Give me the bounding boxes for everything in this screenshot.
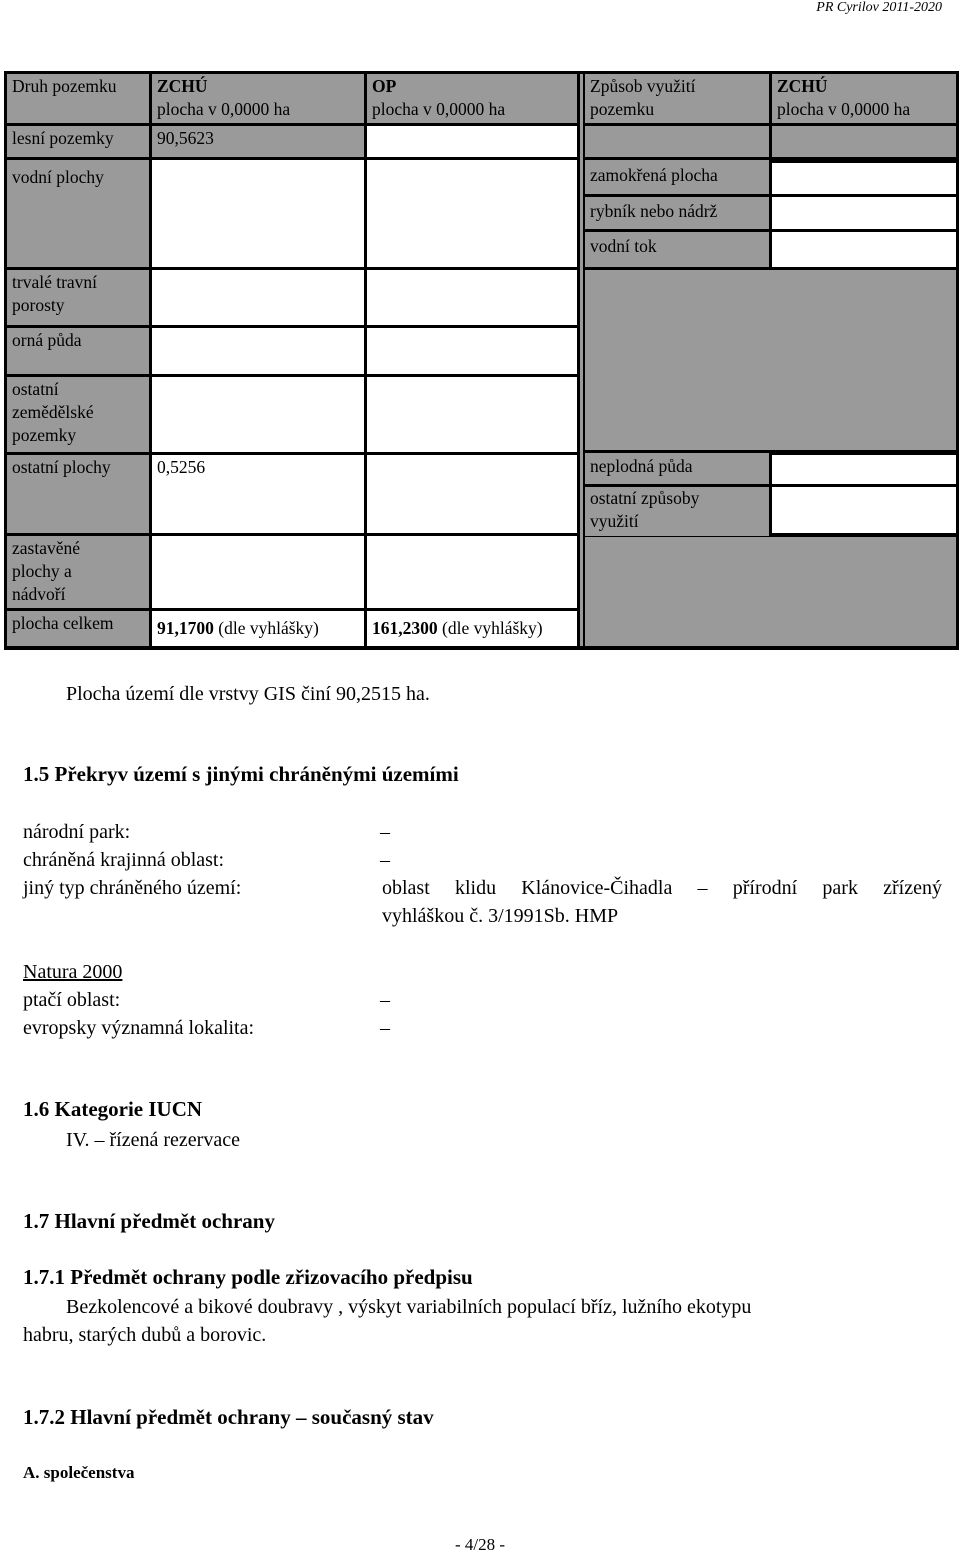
- ptaci-value: –: [380, 989, 390, 1011]
- jiny-typ-label: jiný typ chráněného území:: [23, 877, 242, 899]
- usage-grey-block-1: [585, 270, 956, 450]
- protection-text-line2: habru, starých dubů a borovic.: [23, 1324, 267, 1346]
- zchu-celkem: 91,1700 (dle vyhlášky): [152, 611, 364, 646]
- op-ostatni-zem: [367, 377, 577, 452]
- chko-label: chráněná krajinná oblast:: [23, 849, 225, 871]
- op-vodni: [367, 160, 577, 267]
- op-orna: [367, 328, 577, 374]
- zchu2-neplodna: [772, 455, 956, 484]
- jiny-typ-line1: oblast klidu Klánovice-Čihadla – přírodní park zřízený: [382, 877, 942, 899]
- section-1-7-title: 1.7 Hlavní předmět ochrany: [23, 1209, 275, 1233]
- subsection-a: A. společenstva: [23, 1463, 135, 1482]
- evl-value: –: [380, 1017, 390, 1039]
- col-header-op: OP plocha v 0,0000 ha: [367, 74, 577, 123]
- zchu-ostatni-zem: [152, 377, 364, 452]
- zchu2-empty-top: [772, 126, 956, 157]
- usage-ostatni-zpusoby: ostatní způsoby využití: [585, 487, 769, 536]
- page-number: - 4/28 -: [454, 1535, 506, 1554]
- row-label-lesni: lesní pozemky: [7, 126, 149, 157]
- evl-label: evropsky významná lokalita:: [23, 1017, 255, 1039]
- narodni-park-value: –: [380, 821, 390, 843]
- protection-text-line1: Bezkolencové a bikové doubravy , výskyt variabilních populací bříz, lužního ekotypu: [66, 1296, 752, 1318]
- col-header-zpusob: Způsob využití pozemku: [585, 74, 769, 123]
- col-header-zchu: ZCHÚ plocha v 0,0000 ha: [152, 74, 364, 123]
- zchu-travni: [152, 270, 364, 325]
- section-1-7-1-title: 1.7.1 Předmět ochrany podle zřizovacího předpisu: [23, 1265, 473, 1289]
- usage-zamokrena: zamokřená plocha: [585, 160, 769, 194]
- op-celkem: 161,2300 (dle vyhlášky): [367, 611, 577, 646]
- section-1-6-title: 1.6 Kategorie IUCN: [23, 1097, 203, 1121]
- zchu-ostatni-plochy: 0,5256: [152, 455, 364, 533]
- zchu2-vodni-tok: [772, 232, 956, 267]
- usage-vodni-tok: vodní tok: [585, 232, 769, 267]
- row-label-vodni: vodní plochy: [7, 160, 149, 267]
- natura-heading: Natura 2000: [23, 961, 123, 983]
- section-1-7-2-title: 1.7.2 Hlavní předmět ochrany – současný stav: [23, 1405, 434, 1429]
- zchu2-rybnik: [772, 197, 956, 229]
- zchu-orna: [152, 328, 364, 374]
- section-1-5-title: 1.5 Překryv území s jinými chráněnými územími: [23, 762, 459, 786]
- usage-rybnik: rybník nebo nádrž: [585, 197, 769, 229]
- op-lesni: [367, 126, 577, 157]
- narodni-park-label: národní park:: [23, 821, 131, 843]
- jiny-typ-line2: vyhláškou č. 3/1991Sb. HMP: [382, 905, 619, 927]
- usage-empty-top: [585, 126, 769, 157]
- row-label-orna: orná půda: [7, 328, 149, 374]
- ptaci-label: ptačí oblast:: [23, 989, 121, 1011]
- row-label-ostatni-zem: ostatní zemědělské pozemky: [7, 377, 149, 452]
- zchu-zastavene: [152, 536, 364, 608]
- chko-value: –: [380, 849, 390, 871]
- op-ostatni-plochy: [367, 455, 577, 533]
- divider-strip: [580, 74, 583, 646]
- iucn-value: IV. – řízená rezervace: [66, 1129, 240, 1151]
- op-travni: [367, 270, 577, 325]
- row-label-ostatni-plochy: ostatní plochy: [7, 455, 149, 533]
- land-use-table: [4, 71, 959, 650]
- zchu2-ostatni-zpusoby: [772, 487, 956, 533]
- col-header-druh: Druh pozemku: [7, 74, 149, 123]
- zchu2-zamokrena: [772, 163, 956, 194]
- usage-grey-block-2: [585, 537, 956, 646]
- gis-note: Plocha území dle vrstvy GIS činí 90,2515 ha.: [66, 683, 430, 705]
- zchu-lesni: 90,5623: [152, 126, 364, 157]
- row-label-zastavene: zastavěné plochy a nádvoří: [7, 536, 149, 608]
- row-label-travni: trvalé travní porosty: [7, 270, 149, 325]
- row-label-celkem: plocha celkem: [7, 611, 149, 646]
- running-header: PR Cyrilov 2011-2020: [816, 0, 942, 15]
- col-header-zchu-2: ZCHÚ plocha v 0,0000 ha: [772, 74, 956, 123]
- zchu-vodni: [152, 160, 364, 267]
- op-zastavene: [367, 536, 577, 608]
- usage-neplodna: neplodná půda: [585, 453, 769, 484]
